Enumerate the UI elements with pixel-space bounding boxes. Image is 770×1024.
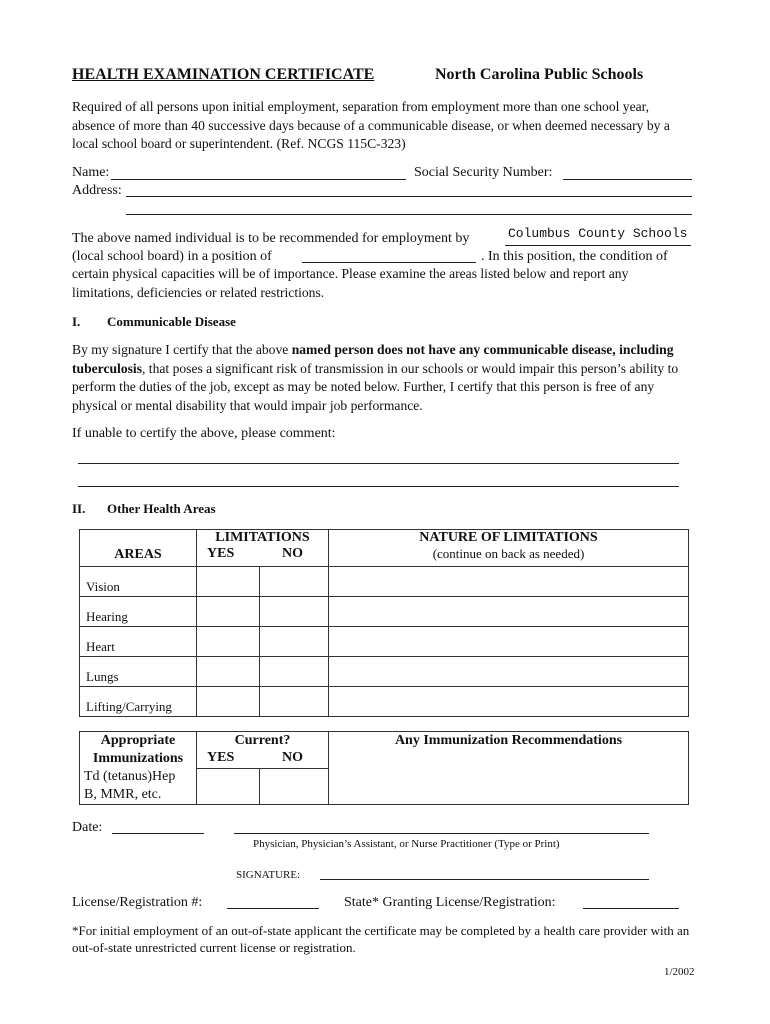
- hearing-no-cell[interactable]: [260, 597, 329, 627]
- form-version: 1/2002: [664, 966, 695, 978]
- cert-text-pre: By my signature I certify that the above: [72, 342, 292, 357]
- comment-field-line1[interactable]: [78, 463, 679, 464]
- table-row: [80, 657, 689, 687]
- examine-instructions: certain physical capacities will be of importance. Please examine the areas listed below and report any limitations, deficiencies or related restrictions.: [72, 266, 629, 300]
- vision-no-cell[interactable]: [260, 567, 329, 597]
- employment-text: The above named individual is to be recommended for employment by: [72, 231, 470, 246]
- current-no-header: NO: [282, 750, 303, 765]
- immunization-table: [79, 731, 689, 805]
- comment-prompt: If unable to certify the above, please comment:: [72, 426, 336, 441]
- immun-no-cell[interactable]: [260, 769, 329, 805]
- section1-title: Communicable Disease: [107, 314, 236, 329]
- section1-number: I.: [72, 314, 81, 329]
- physician-caption: Physician, Physician’s Assistant, or Nurse Practitioner (Type or Print): [253, 838, 560, 850]
- signature-field[interactable]: [320, 879, 649, 880]
- immun-label-line3: Td (tetanus)Hep: [84, 769, 176, 784]
- recommendations-header: Any Immunization Recommendations: [394, 733, 623, 748]
- certification-paragraph: [72, 341, 692, 415]
- nature-header: NATURE OF LIMITATIONS: [419, 530, 598, 545]
- physician-name-field[interactable]: [234, 833, 649, 834]
- intro-paragraph: Required of all persons upon initial employment, separation from employment more than one school year, absence of more than 40 successive days because of a communicable disease, or when deemed necessary by a local school board or superintendent. (Ref. NCGS 115C-323): [72, 99, 670, 151]
- section2-title: Other Health Areas: [107, 501, 216, 516]
- limitations-yes-header: YES: [207, 546, 235, 561]
- signature-label: SIGNATURE:: [236, 869, 301, 881]
- address-label: Address:: [72, 183, 122, 198]
- heart-yes-cell[interactable]: [197, 627, 260, 657]
- limitations-no-header: NO: [282, 546, 303, 561]
- date-label: Date:: [72, 820, 103, 835]
- limitations-header: LIMITATIONS: [215, 530, 310, 545]
- areas-header-cell: [80, 530, 197, 567]
- condition-text: . In this position, the condition of: [481, 249, 668, 264]
- cert-text-post: , that poses a significant risk of transmission in our schools or would impair this person’s ability to perform the duties of the job, except as may be noted below. Further, I certify that this person is free of any physical or mental disability that would impair job performance.: [72, 360, 679, 413]
- nature-header-cell: [329, 530, 689, 567]
- position-text: (local school board) in a position of: [72, 249, 272, 264]
- license-field[interactable]: [227, 908, 319, 909]
- table-row: [80, 627, 689, 657]
- hearing-yes-cell[interactable]: [197, 597, 260, 627]
- nature-subheader: (continue on back as needed): [432, 546, 585, 561]
- hearing-nature-cell[interactable]: [329, 597, 689, 627]
- current-yes-header: YES: [207, 750, 235, 765]
- vision-nature-cell[interactable]: [329, 567, 689, 597]
- employer-field-line: [505, 245, 691, 246]
- organization-name: North Carolina Public Schools: [435, 66, 644, 83]
- name-field[interactable]: [111, 179, 406, 180]
- areas-header: AREAS: [114, 547, 162, 562]
- employer-value[interactable]: Columbus County Schools: [508, 226, 688, 241]
- immun-label-line1: Appropriate: [100, 733, 176, 748]
- date-field[interactable]: [112, 833, 204, 834]
- limitations-header-cell: [197, 530, 329, 567]
- section2-number: II.: [72, 501, 86, 516]
- table-row: [80, 687, 689, 717]
- lifting-no-cell[interactable]: [260, 687, 329, 717]
- lungs-yes-cell[interactable]: [197, 657, 260, 687]
- vision-yes-cell[interactable]: [197, 567, 260, 597]
- current-header-cell: [197, 732, 329, 769]
- address-field-line1[interactable]: [126, 196, 692, 197]
- lungs-nature-cell[interactable]: [329, 657, 689, 687]
- license-label: License/Registration #:: [72, 895, 203, 910]
- ssn-label: Social Security Number:: [414, 165, 553, 180]
- table-row: [80, 597, 689, 627]
- lifting-nature-cell[interactable]: [329, 687, 689, 717]
- immun-label-line2: Immunizations: [92, 751, 184, 766]
- health-areas-table: [79, 529, 689, 717]
- cert-text-bold: named person does not have any communicable disease, including tuberculosis: [72, 342, 674, 376]
- out-of-state-note: *For initial employment of an out-of-state applicant the certificate may be completed by a health care provider with an out-of-state unrestricted current license or registration.: [72, 923, 690, 955]
- current-header: Current?: [234, 733, 291, 748]
- name-label: Name:: [72, 165, 110, 180]
- state-label: State* Granting License/Registration:: [344, 895, 556, 910]
- certificate-title: HEALTH EXAMINATION CERTIFICATE: [72, 66, 375, 83]
- address-field-line2[interactable]: [126, 214, 692, 215]
- area-label-lungs: Lungs: [80, 657, 197, 687]
- lifting-yes-cell[interactable]: [197, 687, 260, 717]
- heart-no-cell[interactable]: [260, 627, 329, 657]
- immun-yes-cell[interactable]: [197, 769, 260, 805]
- recommendations-cell[interactable]: [329, 732, 689, 805]
- immunization-label-cell: [80, 732, 197, 805]
- table-row: [80, 567, 689, 597]
- ssn-field[interactable]: [563, 179, 692, 180]
- immun-label-line4: B, MMR, etc.: [84, 787, 162, 802]
- area-label-hearing: Hearing: [80, 597, 197, 627]
- comment-field-line2[interactable]: [78, 486, 679, 487]
- state-field[interactable]: [583, 908, 679, 909]
- position-field[interactable]: [302, 262, 476, 263]
- area-label-vision: Vision: [80, 567, 197, 597]
- lungs-no-cell[interactable]: [260, 657, 329, 687]
- area-label-heart: Heart: [80, 627, 197, 657]
- area-label-lifting: Lifting/Carrying: [80, 687, 197, 717]
- heart-nature-cell[interactable]: [329, 627, 689, 657]
